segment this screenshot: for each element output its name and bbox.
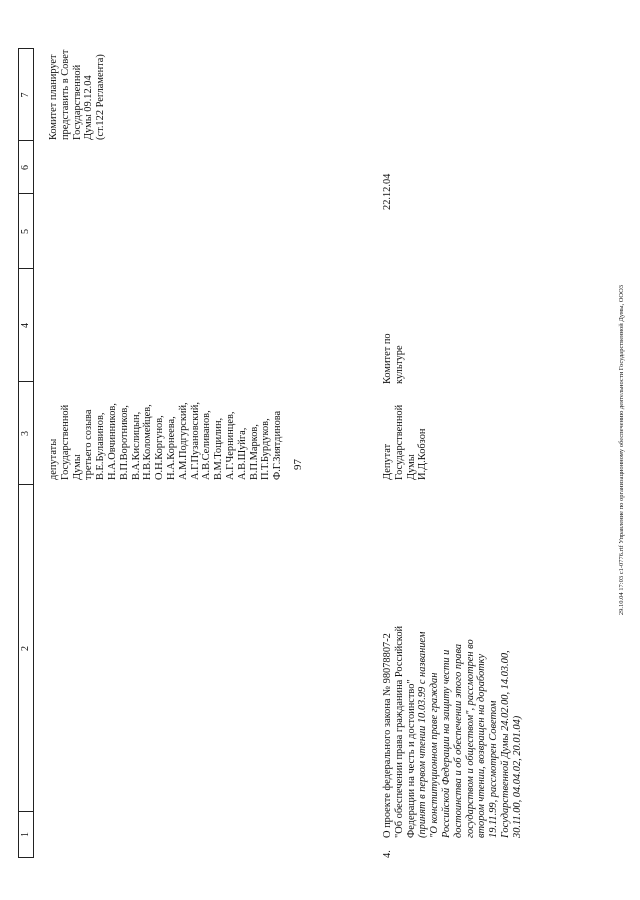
cell-text-line: 19.11.99, рассмотрен Советом	[488, 700, 500, 838]
cell-text-line: "Об обеспечении права гражданина Российской	[393, 625, 405, 838]
row-1-col-3-cell	[48, 402, 284, 480]
row-4-col-6-cell	[382, 174, 394, 210]
cell-text-line: Думы 09.12.04	[83, 75, 95, 140]
cell-text-line: В.П.Марков,	[248, 424, 260, 480]
cell-text-line: В.П.Воротников,	[118, 405, 130, 480]
cell-text-line: Комитет по	[382, 333, 393, 384]
page-number: 97	[292, 459, 304, 470]
cell-text-line: А.В.Шуйга,	[236, 427, 248, 480]
cell-text-line: третьего созыва	[83, 409, 95, 480]
row-4-col-3-cell	[382, 405, 429, 480]
cell-text-line: 30.11.00, 04.04.02, 20.01.04)	[511, 715, 523, 838]
row-4-col-1-cell	[382, 850, 394, 858]
cell-text-line: Н.А.Корнеева,	[165, 416, 177, 480]
row-1-col-7-cell	[48, 50, 107, 140]
column-header-6: 6	[20, 165, 31, 170]
cell-text-line: О проекте федерального закона № 98078807-2	[382, 633, 393, 838]
cell-text-line: А.Г.Пузановский,	[189, 402, 201, 480]
row-4-col-2-cell	[382, 626, 524, 838]
cell-text-line: депутаты	[48, 438, 59, 480]
cell-text-line: В.Е.Булавинов,	[95, 412, 107, 480]
cell-text-line: 22.12.04	[382, 173, 393, 210]
cell-text-line: Государственной	[59, 404, 71, 480]
cell-text-line: Российской Федерации на защиту чести и	[440, 649, 452, 838]
column-header-3: 3	[20, 431, 31, 436]
cell-text-line: А.Г.Чернинцев,	[224, 411, 236, 480]
cell-text-line: А.М.Подгурский,	[177, 402, 189, 480]
cell-text-line: (ст.122 Регламента)	[95, 54, 107, 140]
cell-text-line: Н.В.Коломейцев,	[142, 404, 154, 480]
cell-text-line: (принят в первом чтении 10.03.99 с названием	[417, 631, 429, 838]
cell-text-line: Думы	[71, 454, 83, 480]
column-header-5: 5	[20, 229, 31, 234]
column-header-2: 2	[20, 646, 31, 651]
cell-text-line: "О конституционном праве граждан	[429, 672, 441, 838]
cell-text-line: Н.А.Овчинников,	[106, 403, 118, 480]
cell-text-line: 4.	[382, 850, 393, 858]
column-header-7: 7	[20, 92, 31, 98]
cell-text-line: Государственной	[393, 404, 405, 480]
cell-text-line: Государственной	[71, 64, 83, 140]
cell-text-line: культуре	[393, 345, 405, 384]
cell-text-line: О.Н.Коргунов,	[154, 415, 166, 480]
column-header-1: 1	[20, 832, 31, 837]
cell-text-line: А.В.Селиванов,	[201, 410, 213, 480]
row-4-col-4-cell	[382, 333, 406, 384]
cell-text-line: Государственной Думы 24.02.00, 14.03.00,	[499, 650, 511, 838]
cell-text-line: В.А.Кислицын,	[130, 411, 142, 480]
cell-text-line: Комитет планирует	[48, 54, 59, 140]
page-footer: 29.10.04 17:03 c1-0776.rtf Управление по организационному обеспечению деятельности Государственной Думы, ООО3	[618, 284, 625, 616]
column-header-4: 4	[20, 323, 31, 328]
cell-text-line: втором чтении, возвращен на доработку	[476, 653, 488, 838]
cell-text-line: Депутат	[382, 443, 393, 480]
cell-text-line: П.Т.Бурдуков,	[260, 418, 272, 480]
cell-text-line: В.М.Тоцилин,	[213, 417, 225, 480]
cell-text-line: Федерации на честь и достоинство"	[405, 679, 417, 838]
cell-text-line: Ф.Г.Зиятдинова	[272, 410, 284, 480]
cell-text-line: достоинства и об обеспечении этого права	[452, 643, 464, 838]
cell-text-line: Думы	[405, 454, 417, 480]
table-header-row	[18, 48, 34, 858]
cell-text-line: государством и обществом", рассмотрен во	[464, 639, 476, 838]
cell-text-line: представить в Совет	[59, 49, 71, 140]
cell-text-line: И.Д.Кобзон	[417, 428, 429, 480]
